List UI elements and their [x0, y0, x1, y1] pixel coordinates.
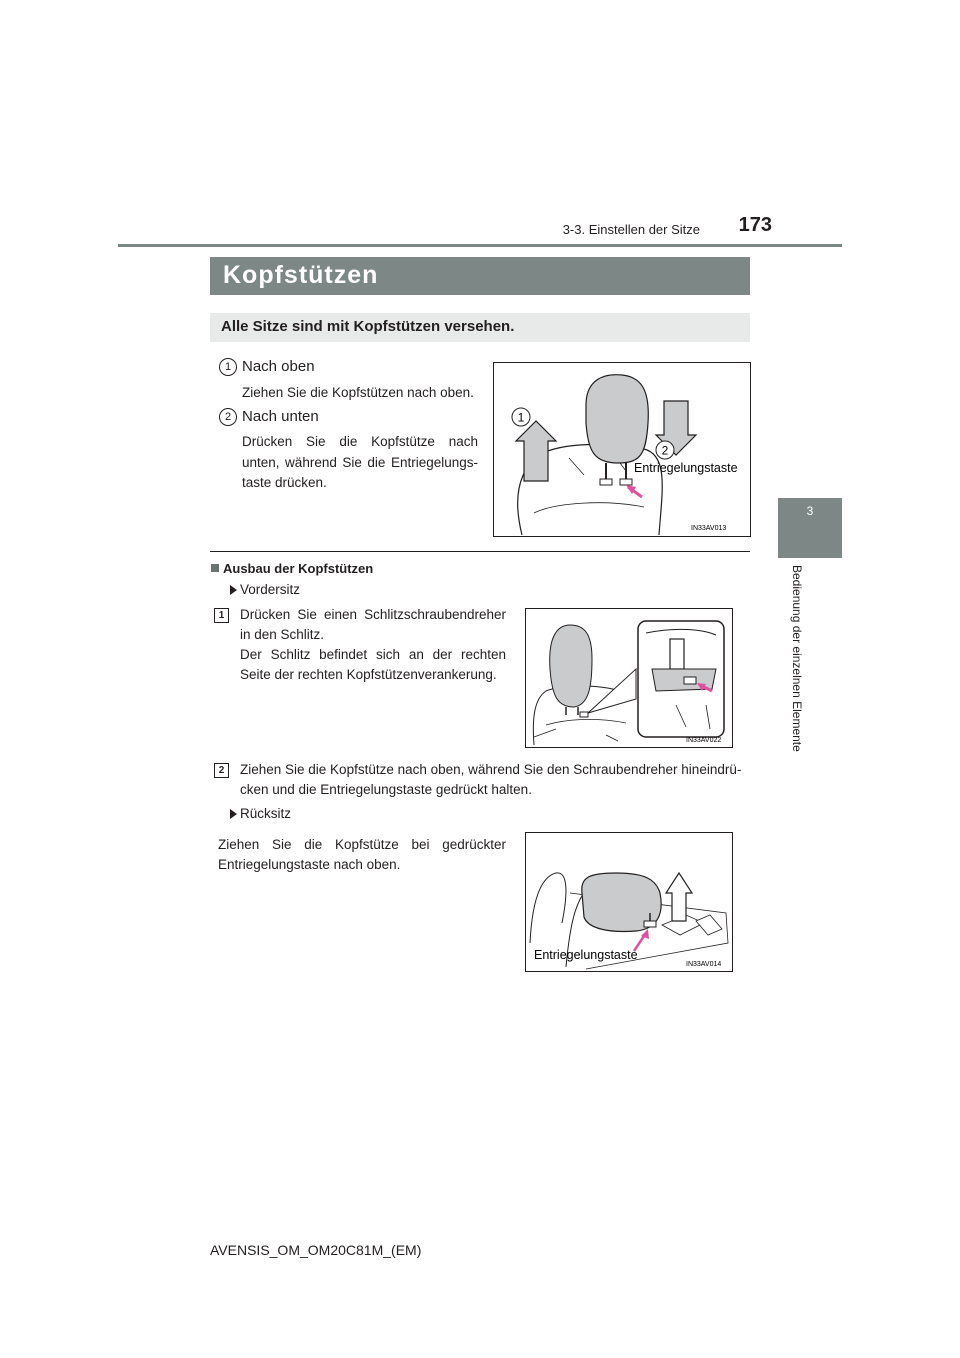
step-number: 2 — [214, 763, 229, 778]
rear-text: Ziehen Sie die Kopfstütze bei gedrückter Entriegelungstaste nach oben. — [218, 837, 506, 872]
chapter-title-vertical — [790, 565, 804, 775]
item-heading-down: Nach unten — [242, 408, 319, 425]
page-title: Kopfstützen — [223, 261, 379, 289]
removal-heading: Ausbau der Kopfstützen — [223, 561, 374, 576]
callout-release-button: Entriegelungstaste — [534, 948, 638, 962]
header-rule — [118, 244, 842, 247]
footer-manual-code: AVENSIS_OM_OM20C81M_(EM) — [210, 1242, 422, 1258]
item-number: 1 — [219, 358, 237, 376]
front-step2-text: Ziehen Sie die Kopfstütze nach oben, während Sie den Schraubendreher hineindrü-cken und die Entriegelungstaste gedrückt halten. — [240, 762, 742, 797]
section-divider — [210, 551, 750, 552]
step-number: 1 — [214, 608, 229, 623]
figure-label-1: 1 — [517, 410, 525, 425]
figure-rear-removal — [525, 832, 733, 972]
front-step1-note: Der Schlitz befindet sich an der rechten Seite der rechten Kopfstützenverankerung. — [240, 647, 506, 682]
section-title: 3-3. Einstellen der Sitze — [562, 222, 700, 237]
page-title-bar — [210, 257, 750, 295]
headrest-adjust-illustration — [494, 363, 750, 536]
square-bullet-icon — [211, 564, 219, 572]
chapter-tab: 3 — [778, 498, 842, 558]
figure-code: IN33AV014 — [686, 961, 722, 968]
item-number: 2 — [219, 408, 237, 426]
front-seat-label: Vordersitz — [240, 582, 301, 597]
rear-removal-illustration — [526, 833, 732, 971]
intro-text: Alle Sitze sind mit Kopfstützen versehen. — [221, 318, 515, 335]
figure-code: IN33AV022 — [686, 737, 722, 744]
figure-code: IN33AV013 — [691, 525, 727, 532]
item-text-down: Drücken Sie die Kopfstütze nach unten, während Sie die Entriegelungs-taste drücken. — [242, 434, 478, 490]
triangle-bullet-icon — [230, 585, 237, 595]
front-removal-illustration — [526, 609, 732, 747]
intro-bar — [210, 313, 750, 342]
item-heading-up: Nach oben — [242, 358, 315, 375]
front-step1-text: Drücken Sie einen Schlitzschraubendreher in den Schlitz. — [240, 607, 506, 642]
chapter-title: Bedienung der einzelnen Elemente — [790, 565, 804, 752]
rear-seat-label: Rücksitz — [240, 806, 292, 821]
figure-label-2: 2 — [661, 443, 669, 458]
page-number: 173 — [738, 214, 772, 236]
item-text-up: Ziehen Sie die Kopfstützen nach oben. — [242, 385, 474, 400]
triangle-bullet-icon — [230, 809, 237, 819]
callout-release-button: Entriegelungstaste — [634, 461, 738, 475]
figure-headrest-adjust — [493, 362, 751, 537]
figure-front-removal — [525, 608, 733, 748]
